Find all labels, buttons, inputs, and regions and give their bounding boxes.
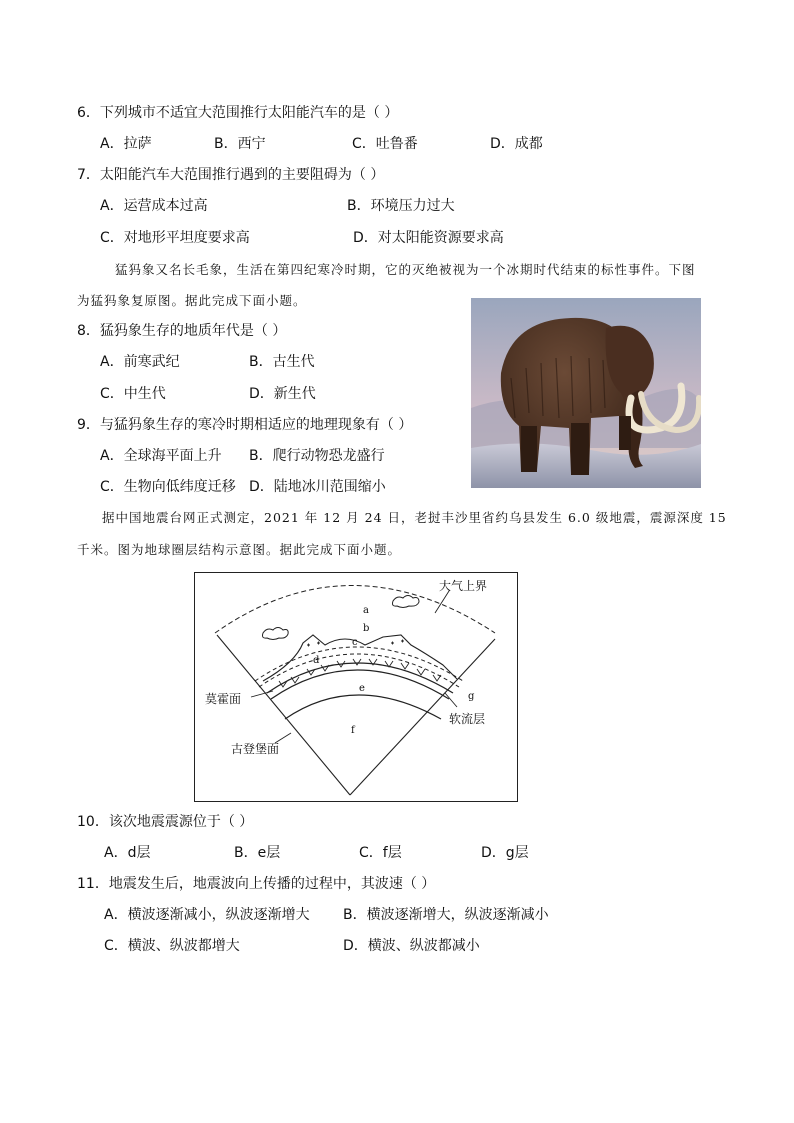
q11-option-b: B．横波逐渐增大，纵波逐渐减小	[343, 907, 549, 923]
q10-option-b: B．e层	[234, 845, 281, 861]
layer-label-a: a	[363, 605, 369, 616]
q7-option-b: B．环境压力过大	[347, 198, 455, 214]
q8-option-b: B．古生代	[249, 354, 315, 370]
q10-option-c: C．f层	[359, 845, 402, 861]
earth-structure-diagram	[194, 572, 518, 802]
q7-option-d: D．对太阳能资源要求高	[353, 230, 504, 246]
q7-option-a: A．运营成本过高	[100, 198, 208, 214]
q6-stem: 6．下列城市不适宜大范围推行太阳能汽车的是（ ）	[77, 105, 399, 121]
q10-option-a: A．d层	[104, 845, 151, 861]
passage-earthquake-line1: 据中国地震台网正式测定，2021 年 12 月 24 日，老挝丰沙里省约乌县发生 6.0 级地震，震源深度 15	[102, 510, 727, 525]
passage-mammoth-line2: 为猛犸象复原图。据此完成下面小题。	[77, 293, 307, 308]
q11-option-d: D．横波、纵波都减小	[343, 938, 480, 954]
q8-option-d: D．新生代	[249, 386, 316, 402]
layer-label-e: e	[359, 683, 365, 694]
q6-option-b: B．西宁	[214, 136, 266, 152]
asthenosphere-label: 软流层	[449, 712, 486, 726]
passage-earthquake-line2: 千米。图为地球圈层结构示意图。据此完成下面小题。	[77, 542, 402, 557]
q6-option-c: C．吐鲁番	[352, 136, 418, 152]
q7-stem: 7．太阳能汽车大范围推行遇到的主要阻碍为（ ）	[77, 167, 385, 183]
q10-option-d: D．g层	[481, 845, 529, 861]
q11-stem: 11．地震发生后，地震波向上传播的过程中，其波速（ ）	[77, 876, 436, 892]
q9-option-c: C．生物向低纬度迁移	[100, 479, 236, 495]
layer-label-c: c	[352, 637, 358, 648]
q8-stem: 8．猛犸象生存的地质年代是（ ）	[77, 323, 287, 339]
q7-option-c: C．对地形平坦度要求高	[100, 230, 250, 246]
layer-label-b: b	[363, 623, 370, 634]
q8-option-a: A．前寒武纪	[100, 354, 180, 370]
mammoth-image	[471, 298, 701, 488]
q9-option-a: A．全球海平面上升	[100, 448, 222, 464]
atmosphere-top-label: 大气上界	[439, 579, 488, 593]
q11-option-c: C．横波、纵波都增大	[104, 938, 240, 954]
q6-option-d: D．成都	[490, 136, 543, 152]
layer-label-g: g	[468, 691, 475, 702]
q10-stem: 10．该次地震震源位于（ ）	[77, 814, 254, 830]
passage-mammoth-line1: 猛犸象又名长毛象，生活在第四纪寒冷时期，它的灭绝被视为一个冰期时代结束的标性事件。下图	[115, 262, 696, 277]
q11-option-a: A．横波逐渐减小，纵波逐渐增大	[104, 907, 310, 923]
q6-option-a: A．拉萨	[100, 136, 152, 152]
gutenberg-label: 古登堡面	[231, 742, 280, 756]
layer-label-f: f	[351, 725, 355, 736]
q8-option-c: C．中生代	[100, 386, 166, 402]
q9-option-b: B．爬行动物恐龙盛行	[249, 448, 385, 464]
q9-stem: 9．与猛犸象生存的寒冷时期相适应的地理现象有（ ）	[77, 417, 413, 433]
q9-option-d: D．陆地冰川范围缩小	[249, 479, 386, 495]
moho-label: 莫霍面	[205, 692, 242, 706]
layer-label-d: d	[313, 655, 320, 666]
